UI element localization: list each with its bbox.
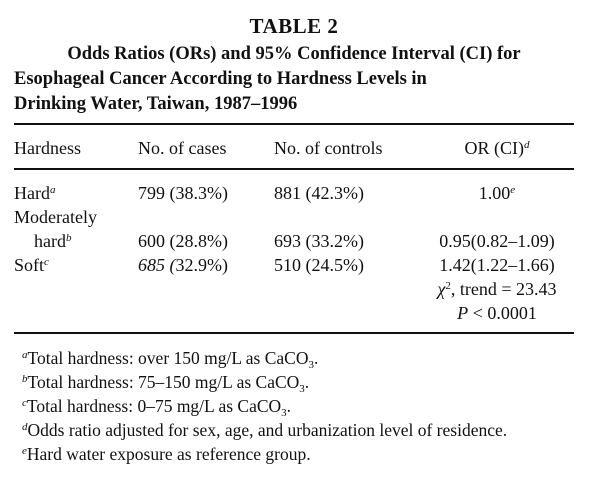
caption-line-2: Esophageal Cancer According to Hardness Levels in [14, 69, 427, 89]
top-rule [14, 123, 574, 125]
cell-hardness: hard$^b$ [34, 231, 72, 251]
footnote-b: $^b$Total hardness: 75–150 mg/L as CaCO$_3$. [22, 372, 310, 395]
footnote-d: $^d$Odds ratio adjusted for sex, age, and urbanization level of residence. [22, 420, 508, 440]
cell-or-ci: 1.42(1.22–1.66) [439, 255, 555, 275]
cell-hardness: Hard$^a$ [14, 183, 56, 203]
table-caption [14, 42, 574, 117]
header-or-ci: OR (CI)$^d$ [464, 138, 530, 158]
trend-row [14, 277, 574, 301]
table-label: TABLE 2 [249, 14, 339, 38]
footnotes [14, 346, 574, 466]
trend-p-value: P < 0.0001 [457, 303, 537, 323]
cell-controls: 881 (42.3%) [274, 183, 364, 203]
table-row-label-line [14, 205, 574, 229]
cell-controls: 693 (33.2%) [274, 231, 364, 251]
caption-line-3: Drinking Water, Taiwan, 1987–1996 [14, 94, 298, 114]
table-row [14, 253, 574, 277]
cell-hardness-line1: Moderately [14, 207, 97, 227]
cell-cases: 600 (28.8%) [138, 231, 228, 251]
header-or-ci-mark: d [524, 139, 530, 151]
cell-or-ci: 1.00e [478, 183, 516, 203]
cell-hardness: Soft$^c$ [14, 255, 49, 275]
trend-chi-square: $\chi^2$, trend = 23.43 [437, 279, 557, 299]
footnote-c: $^c$Total hardness: 0–75 mg/L as CaCO$_3$. [22, 396, 292, 419]
header-row [14, 136, 574, 160]
header-controls: No. of controls [274, 138, 383, 158]
header-hardness: Hardness [14, 138, 81, 158]
footnote-e: $^e$Hard water exposure as reference group. [22, 444, 311, 464]
cell-cases: 799 (38.3%) [138, 183, 228, 203]
caption-line-1: Odds Ratios (ORs) and 95% Confidence Interval (CI) for [67, 44, 521, 64]
table-row [14, 181, 574, 205]
cell-or-ci: 0.95(0.82–1.09) [439, 231, 555, 251]
header-rule [14, 168, 574, 170]
header-cases: No. of cases [138, 138, 227, 158]
cell-cases: 685 (32.9%) [138, 255, 228, 275]
footnote-a: $^a$Total hardness: over 150 mg/L as CaCO$_3$. [22, 348, 319, 371]
cell-controls: 510 (24.5%) [274, 255, 364, 275]
table-row [14, 229, 574, 253]
bottom-rule [14, 332, 574, 334]
p-value-row [14, 301, 574, 325]
